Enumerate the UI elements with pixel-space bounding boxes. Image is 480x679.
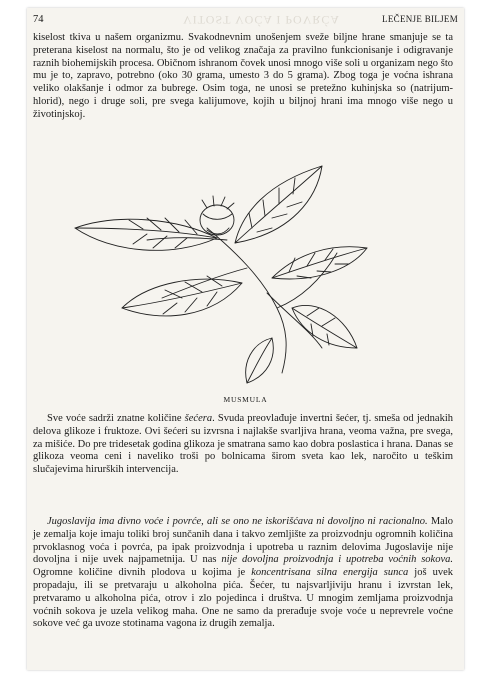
running-head: LEČENJE BILJEM — [382, 14, 458, 24]
leaf-lower-right — [292, 305, 357, 348]
leaf-right — [272, 247, 367, 279]
leaf-upper-right — [235, 166, 322, 243]
text-run: Sve voće sadrži znatne količine — [47, 413, 185, 424]
medlar-branch-illustration — [67, 158, 377, 388]
text-run: Malo je zemalja koje imaju toliki broj sunčanih dana i takvo zemljište za proizvodnju ogromnih količina prvoklasnog voća i povrća, pa ipak proizvodnja i upotreba u raznim delovima Jugoslavije nije dovoljna i nije uvek najpametnija. U nas — [33, 516, 453, 566]
figure-caption: MUSMULA — [223, 395, 268, 404]
book-page — [27, 8, 464, 670]
italic-phrase: nije dovoljna proizvodnja i upotreba voćnih sokova. — [221, 554, 454, 566]
italic-phrase: koncentrisana silna energija sunca — [251, 567, 409, 579]
italic-term: šećera — [184, 413, 213, 424]
branch-twig — [277, 253, 337, 308]
italic-phrase: Jugoslavija ima divno voće i povrće, ali se ono ne iskorišćava ni dovoljno ni racionalno. — [47, 516, 428, 527]
text-run: još uvek propadaju, ili se pretvaraju u alkoholna pića. Šećer, tu najsvarljiviju hranu i izvrstan lek, pretvaramo u alkoholna pića, otrov i zlo pojedinca i društva. U mnogim zemljama proizvodnja voćnih sokova je uzela velikog maha. One ne samo da prerađuje svoje voće u neprevrele voćne sokove već ga uvoze stotinama vagona iz drugih zemalja. — [33, 567, 453, 630]
leaf-bottom — [246, 338, 274, 383]
paragraph-yugoslavia — [33, 516, 453, 631]
intro-text: kiselost tkiva u našem organizmu. Svakodnevnim unošenjem sveže biljne hrane smanjuje se ta preterana kiselost na normalu, što je od velikog značaja za pravilno funkcionisanje i odigravanje raznih biohemijskih procesa. Običnom ishranom čovek unosi mnogo više soli u organizam nego što mu je to, zapravo, potrebno (oko 30 grama, umesto 3 do 5 grama). Zbog toga je voćna ishrana veliko olakšanje i odmor za bubrege. Osim toga, ne unosi se pretežno kuhinjska so (natrijum-hlorid), nego i druge soli, pre svega kalijumove, kojih u biljnoj hrani ima mnogo više nego u životinjskoj. — [33, 32, 453, 120]
medlar-fruit — [200, 196, 234, 235]
text-run: . Svuda preovlađuje invertni šećer, tj. smeša od jednakih delova glikoze i fruktoze. Ovi šećeri su izvrsna i najlakše svarljiva hrana, veoma važna, pre svega, za mišiće. Do pre tridesetak godina glikoza je smatrana samo kao dobra poslastica i hrana. Danas se glikoza veoma ceni i naveliko troši po bolnicama širom sveta kao lek, naročito u teškim slučajevima hirurških intervencija. — [33, 413, 453, 476]
page-header — [33, 14, 458, 28]
leaf-left — [75, 218, 217, 250]
page-number: 74 — [33, 14, 44, 25]
bleed-through-text: VITOST VOĆA I POVRĆA — [183, 13, 341, 27]
text-run: Ogromne količine divnih plodova u kojima je — [33, 567, 252, 579]
intro-paragraph — [33, 32, 453, 122]
paragraph-sugar — [33, 413, 453, 477]
leaf-lower-left — [122, 276, 242, 316]
